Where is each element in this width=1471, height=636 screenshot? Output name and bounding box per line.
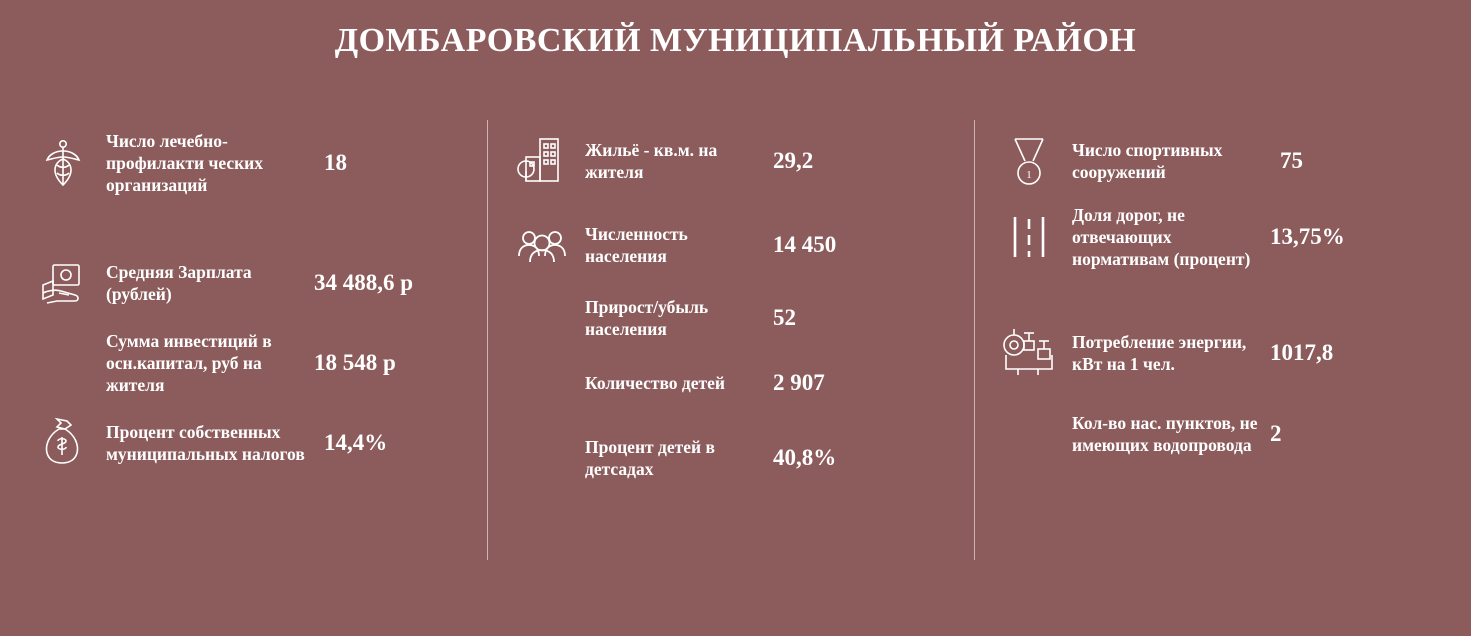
- stat-value: 40,8%: [773, 445, 837, 470]
- stat-label: Кол-во нас. пунктов, не имеющих водопровода: [1072, 413, 1258, 455]
- stat-row: [32, 130, 452, 196]
- stat-row: [511, 214, 961, 276]
- page-title: ДОМБАРОВСКИЙ МУНИЦИПАЛЬНЫЙ РАЙОН: [334, 22, 1137, 59]
- stat-value: 14,4%: [324, 430, 388, 455]
- stat-label: Жильё - кв.м. на жителя: [585, 140, 718, 182]
- stat-row: [511, 436, 961, 480]
- icon-placeholder: [998, 434, 1060, 435]
- stat-row: [32, 330, 462, 396]
- stat-value: 18: [324, 150, 347, 175]
- stat-row: [998, 130, 1458, 192]
- column-health-economy: [0, 112, 487, 562]
- columns-container: [0, 112, 1471, 562]
- stat-value: 18 548 р: [314, 350, 396, 375]
- stat-label: Число лечебно-профилакти ческих организаций: [106, 131, 263, 195]
- money-hand-icon: [32, 252, 94, 314]
- stat-value: 14 450: [773, 232, 837, 257]
- stat-label: Число спортивных сооружений: [1072, 140, 1223, 182]
- stat-value: 2: [1270, 421, 1282, 446]
- stat-value: 29,2: [773, 148, 814, 173]
- column-sport-infrastructure: [974, 112, 1471, 562]
- column-divider: [974, 120, 975, 560]
- stat-value: 34 488,6 р: [314, 270, 414, 295]
- stat-label: Сумма инвестиций в осн.капитал, руб на жителя: [106, 331, 272, 395]
- stat-value: 2 907: [773, 370, 825, 395]
- stat-value: 13,75%: [1270, 224, 1345, 249]
- stat-label: Численность населения: [585, 224, 688, 266]
- medal-icon: [998, 130, 1060, 192]
- stat-row: [998, 204, 1458, 270]
- buildings-tree-icon: [511, 130, 573, 192]
- stat-row: [511, 130, 961, 192]
- caduceus-icon: [32, 132, 94, 194]
- stat-value: 75: [1280, 148, 1303, 173]
- stat-label: Прирост/убыль населения: [585, 297, 709, 339]
- column-divider: [487, 120, 488, 560]
- money-bag-icon: [32, 412, 94, 474]
- column-housing-population: [487, 112, 974, 562]
- stat-row: [32, 412, 462, 474]
- stat-row: [511, 296, 961, 340]
- stat-label: Процент собственных муниципальных налогов: [106, 422, 305, 464]
- stat-row: [511, 370, 961, 396]
- stat-label: Потребление энергии, кВт на 1 чел.: [1072, 332, 1247, 374]
- icon-placeholder: [32, 363, 94, 364]
- stat-label: Процент детей в детсадах: [585, 437, 715, 479]
- svg-text:1: 1: [1026, 169, 1032, 181]
- stat-row: [998, 322, 1458, 384]
- icon-placeholder: [511, 383, 573, 384]
- stat-value: 52: [773, 305, 796, 330]
- icon-placeholder: [511, 318, 573, 319]
- stat-label: Количество детей: [585, 373, 725, 393]
- stat-value: 1017,8: [1270, 340, 1334, 365]
- icon-placeholder: [511, 458, 573, 459]
- stat-row: [32, 252, 462, 314]
- road-icon: [998, 206, 1060, 268]
- people-group-icon: [511, 214, 573, 276]
- stat-label: Доля дорог, не отвечающих нормативам (процент): [1072, 205, 1251, 269]
- stat-label: Средняя Зарплата (рублей): [106, 262, 252, 304]
- stat-row: [998, 412, 1458, 456]
- pipes-meter-icon: [998, 322, 1060, 384]
